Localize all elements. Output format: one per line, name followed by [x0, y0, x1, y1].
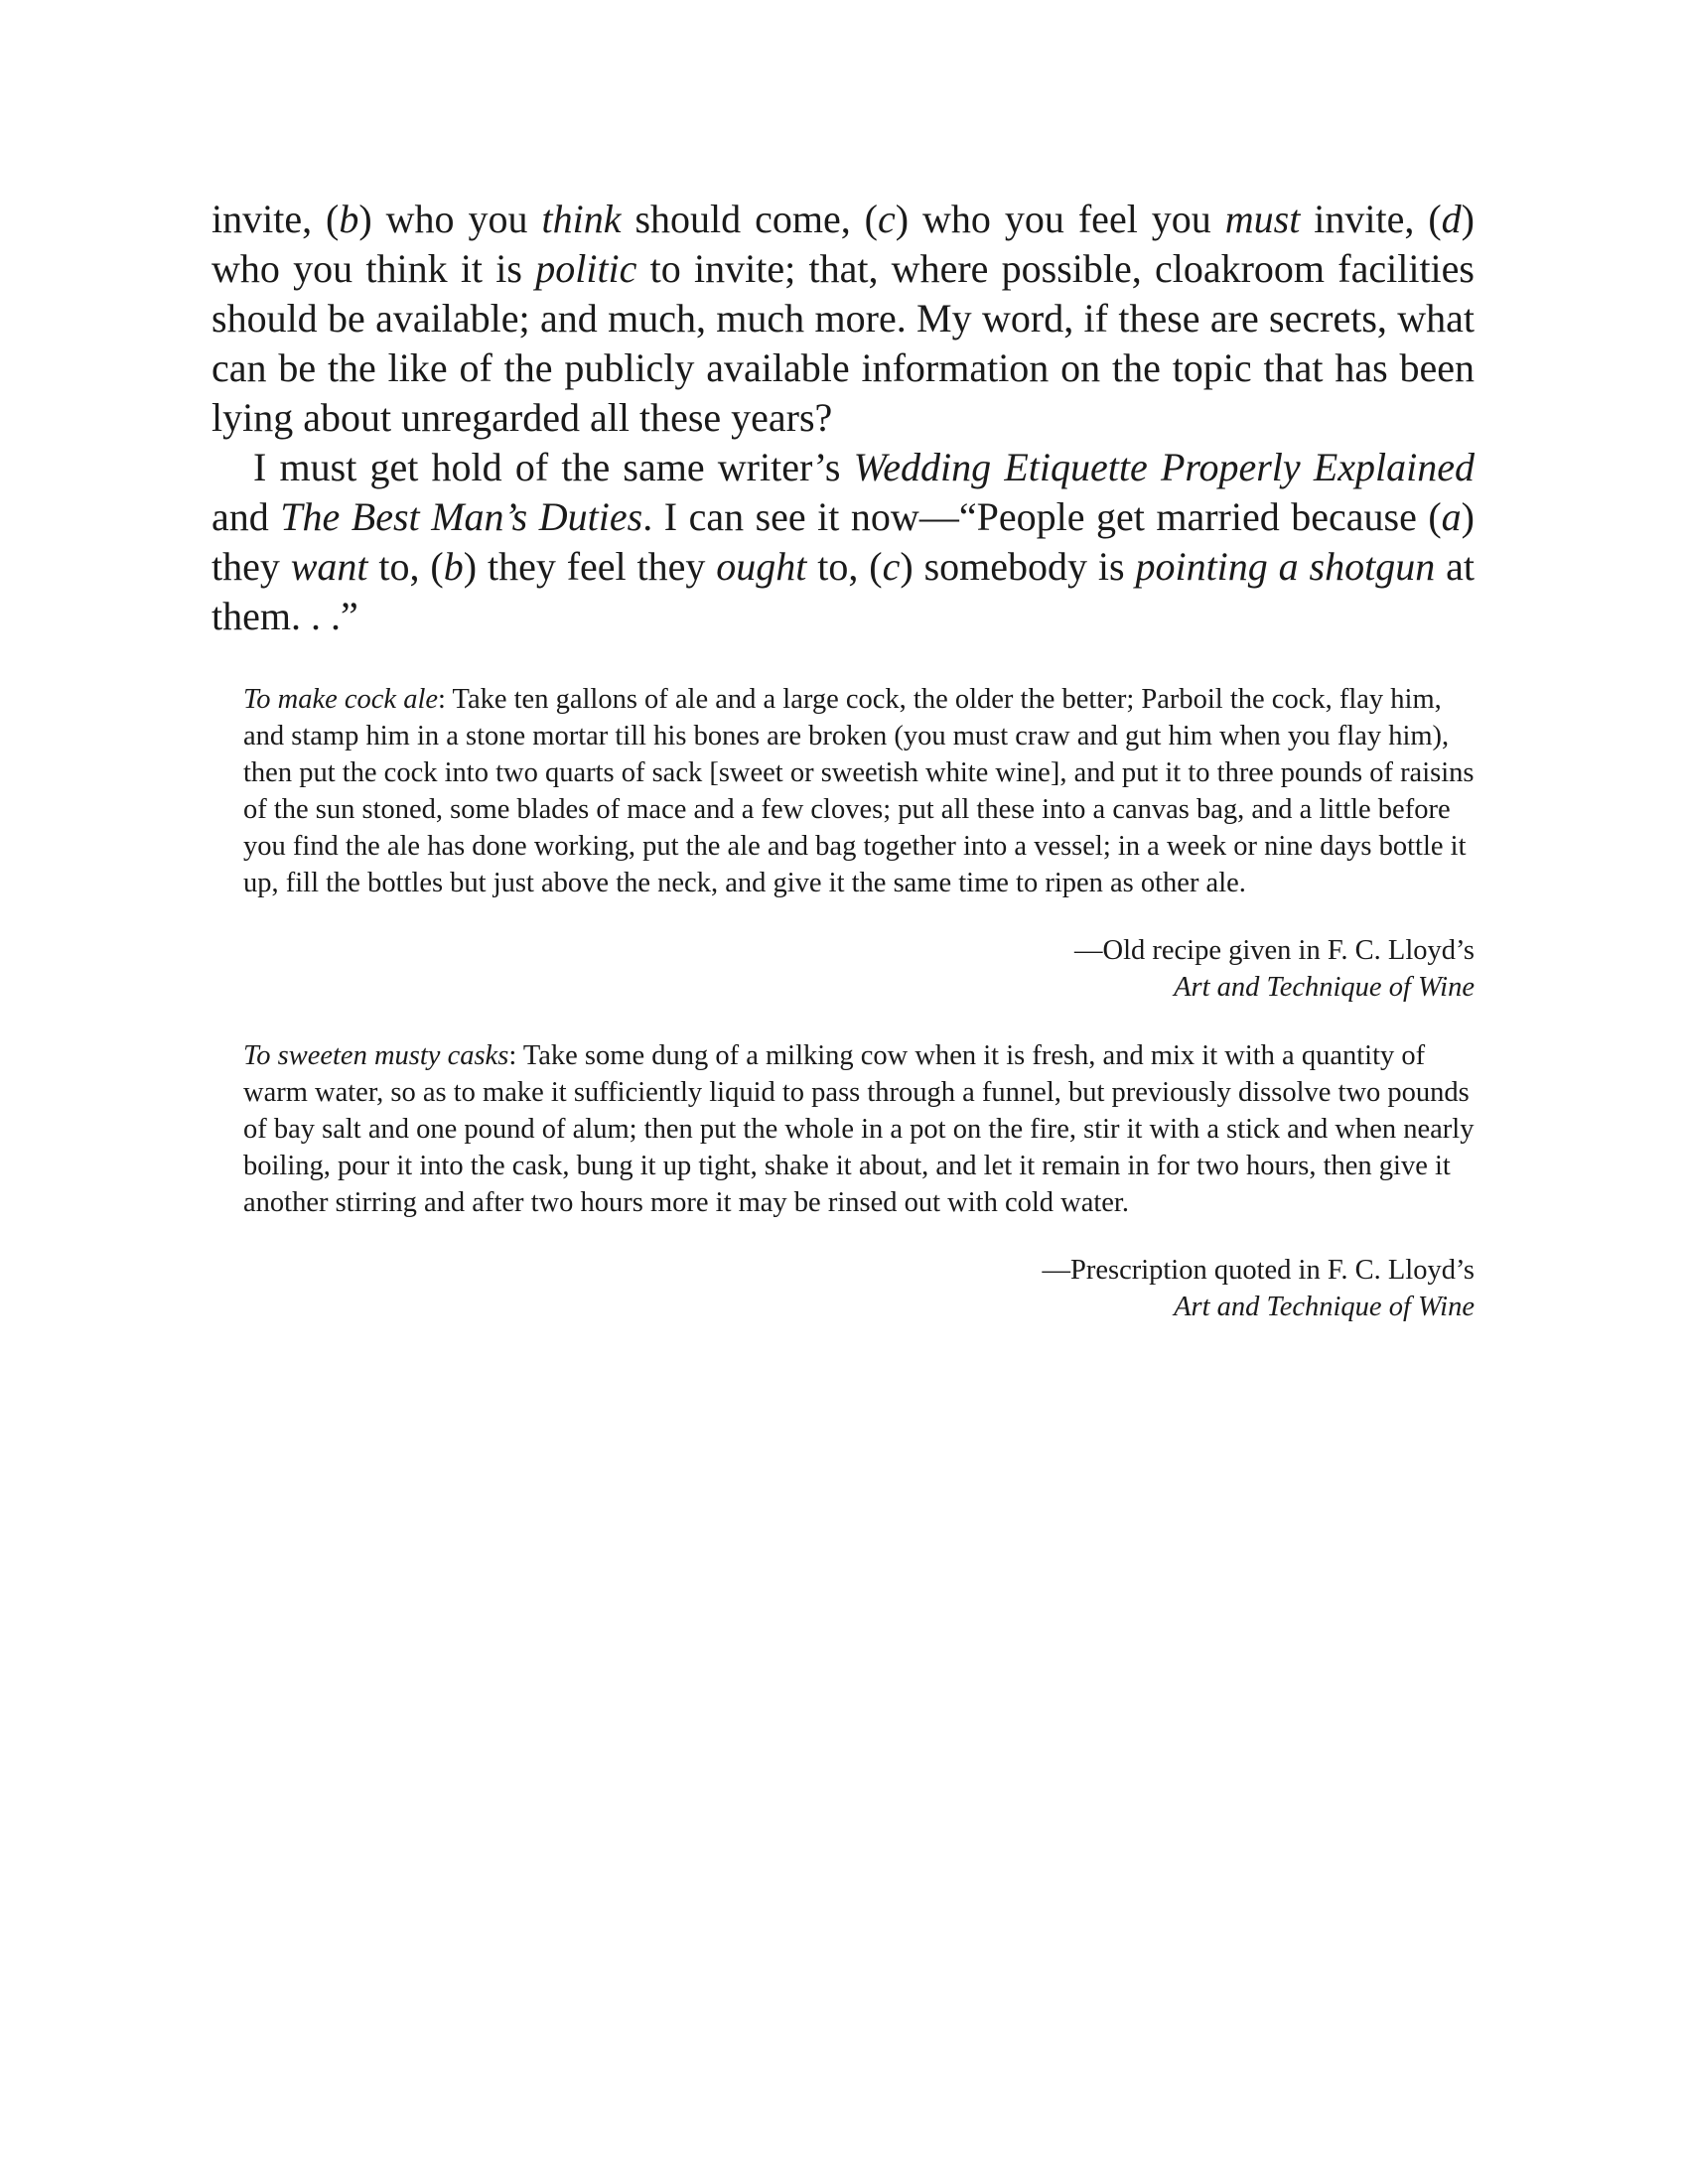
text-run: ) somebody is [900, 544, 1136, 589]
attribution-book-title: Art and Technique of Wine [1174, 972, 1475, 1003]
italic-run: a [1441, 494, 1462, 539]
page-content [211, 195, 1475, 1325]
extract-cock-ale [243, 681, 1475, 1006]
text-run: at them. . .” [211, 544, 1475, 638]
text-run: ) they feel they [463, 544, 717, 589]
text-run: . I can see it now—“People get married because ( [642, 494, 1442, 539]
text-run: invite, ( [211, 197, 340, 241]
extract-lead: To sweeten musty casks [243, 1040, 509, 1071]
italic-run: ought [716, 544, 807, 589]
text-run: to, ( [806, 544, 883, 589]
italic-run: d [1441, 197, 1462, 241]
extract-attribution [243, 1252, 1475, 1325]
text-run: I must get hold of the same writer’s [253, 445, 854, 489]
extract-attribution [243, 932, 1475, 1006]
italic-run: The Best Man’s Duties [280, 494, 643, 539]
extract-musty-casks [243, 1037, 1475, 1325]
attribution-line: —Prescription quoted in F. C. Lloyd’s [1042, 1255, 1475, 1286]
body-paragraph-1 [211, 195, 1475, 443]
extract-body: : Take some dung of a milking cow when it is fresh, and mix it with a quantity of warm water, so as to make it sufficiently liquid to pass through a funnel, but previously dissolve two pounds of bay salt and one pound of alum; then put the whole in a pot on the fire, stir it with a stick and when nearly boiling, pour it into the cask, bung it up tight, shake it about, and let it remain in for two hours, then give it another stirring and after two hours more it may be rinsed out with cold water. [243, 1040, 1475, 1218]
italic-run: b [339, 197, 359, 241]
italic-run: Wedding Etiquette Properly Explained [853, 445, 1476, 489]
text-run: and [211, 494, 281, 539]
italic-run: c [882, 544, 901, 589]
text-run: should come, ( [621, 197, 878, 241]
text-run: to, ( [367, 544, 444, 589]
italic-run: politic [535, 246, 637, 291]
attribution-line: —Old recipe given in F. C. Lloyd’s [1073, 935, 1475, 966]
body-paragraph-2 [211, 443, 1475, 641]
text-run: to invite; that, where possible, cloakroom facilities should be available; and much, much more. My word, if these are secrets, what can be the like of the publicly available information on the topic that has been lying about unregarded all these years? [211, 246, 1475, 440]
text-run: invite, ( [1300, 197, 1442, 241]
italic-run: pointing a shotgun [1135, 544, 1436, 589]
text-run: ) who you think it is [211, 197, 1475, 291]
italic-run: want [290, 544, 368, 589]
italic-run: b [443, 544, 464, 589]
italic-run: think [541, 197, 622, 241]
text-run: ) who you [358, 197, 542, 241]
extract-body: : Take ten gallons of ale and a large cock, the older the better; Parboil the cock, flay him, and stamp him in a stone mortar till his bones are broken (you must craw and gut him when you flay him), then put the cock into two quarts of sack [sweet or sweetish white wine], and put it to three pounds of raisins of the sun stoned, some blades of mace and a few cloves; put all these into a canvas bag, and a little before you find the ale has done working, put the ale and bag together into a vessel; in a week or nine days bottle it up, fill the bottles but just above the neck, and give it the same time to ripen as other ale. [243, 684, 1475, 898]
attribution-book-title: Art and Technique of Wine [1174, 1292, 1475, 1322]
text-run: ) they [211, 494, 1475, 589]
text-run: ) who you feel you [895, 197, 1225, 241]
italic-run: c [878, 197, 896, 241]
extract-lead: To make cock ale [243, 684, 439, 715]
extract-text [243, 1037, 1475, 1221]
italic-run: must [1224, 197, 1301, 241]
extract-text [243, 681, 1475, 901]
